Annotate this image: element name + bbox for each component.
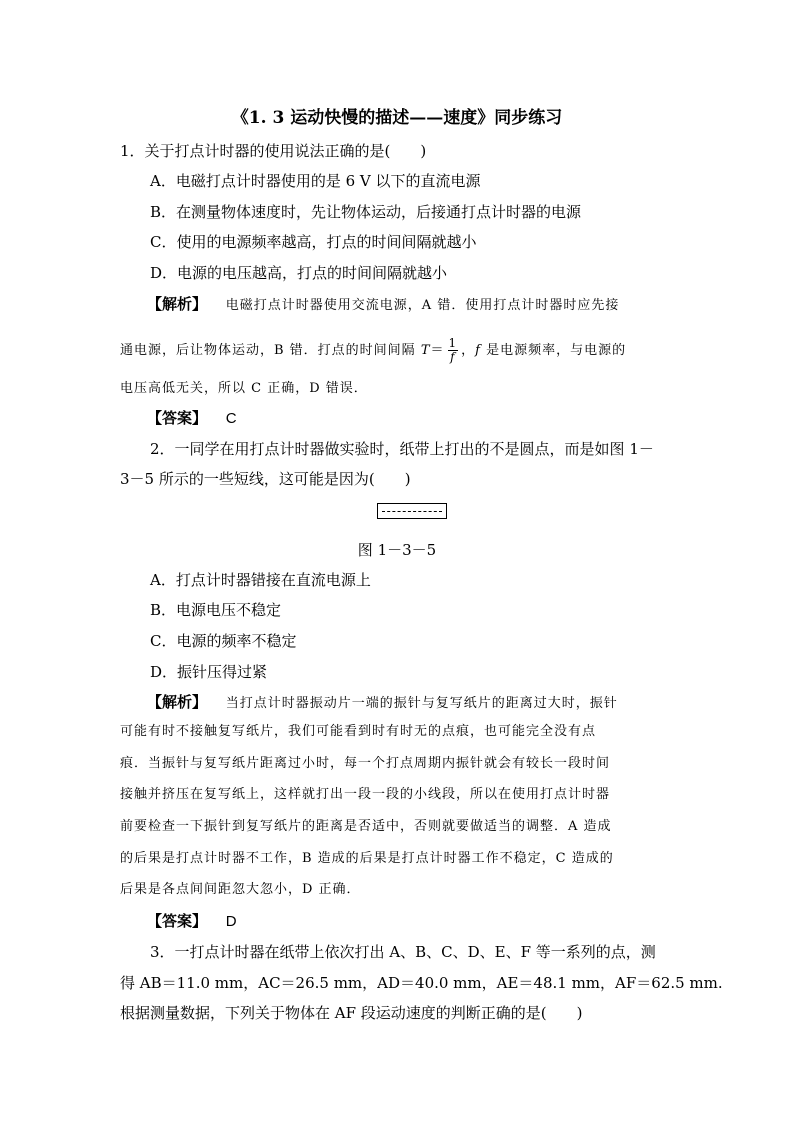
figure-caption: 图 1－3－5 <box>357 541 437 559</box>
q2-answer-value: D <box>225 913 237 930</box>
q1-analysis-comma: ， <box>461 343 476 358</box>
q2-analysis-line5: 前要检查一下振针到复写纸片的距离是否适中，否则就要做适当的调整．A 造成 <box>120 819 612 834</box>
page-title: 《1. 3 运动快慢的描述——速度》同步练习 <box>231 108 563 128</box>
q1-analysis-line2 <box>120 337 626 364</box>
q3-stem-line3: 根据测量数据，下列关于物体在 AF 段运动速度的判断正确的是( ) <box>120 1004 583 1022</box>
formula-denominator: f <box>450 350 456 364</box>
q2-analysis-line1: 当打点计时器振动片一端的振针与复写纸片的距离过大时，振针 <box>225 696 618 711</box>
q2-analysis-line3: 痕．当振针与复写纸片距离过小时，每一个打点周期内振针就会有较长一段时间 <box>120 756 611 771</box>
q1-analysis-f: f <box>475 343 481 358</box>
q2-option-a: A．打点计时器错接在直流电源上 <box>150 571 371 589</box>
q2-analysis-line4: 接触并挤压在复写纸上，这样就打出一段一段的小线段，所以在使用打点计时器 <box>120 787 611 802</box>
q2-stem-line2: 3－5 所示的一些短线，这可能是因为( ) <box>120 470 411 488</box>
q1-analysis-line3: 电压高低无关，所以 C 正确，D 错误． <box>120 381 368 396</box>
q2-answer <box>147 911 237 932</box>
q1-analysis-line1: 电磁打点计时器使用交流电源，A 错．使用打点计时器时应先接 <box>225 298 620 313</box>
q1-option-b: B．在测量物体速度时，先让物体运动，后接通打点计时器的电源 <box>150 203 582 221</box>
formula-eq: ＝ <box>430 343 445 358</box>
q1-option-a: A．电磁打点计时器使用的是 6 V 以下的直流电源 <box>150 172 481 190</box>
q2-analysis-label <box>147 692 618 714</box>
q2-stem-line1: 2．一同学在用打点计时器做实验时，纸带上打出的不是圆点，而是如图 1－ <box>150 440 654 458</box>
q1-analysis-label <box>147 294 619 316</box>
formula-lhs: T <box>420 343 431 358</box>
q1-analysis-text-a: 通电源，后让物体运动，B 错．打点的时间间隔 <box>120 343 421 358</box>
q1-option-c: C．使用的电源频率越高，打点的时间间隔就越小 <box>150 233 477 251</box>
q1-analysis-text-c: 是电源频率，与电源的 <box>480 343 627 358</box>
q2-option-c: C．电源的频率不稳定 <box>150 632 297 650</box>
formula-numerator: 1 <box>448 336 458 350</box>
answer-tag: 【答案】 <box>147 409 208 427</box>
q2-analysis-line6: 的后果是打点计时器不工作，B 造成的后果是打点计时器工作不稳定，C 造成的 <box>120 851 614 866</box>
q3-stem-line2: 得 AB＝11.0 mm，AC＝26.5 mm，AD＝40.0 mm，AE＝48.1 mm，AF＝62.5 mm. <box>120 974 723 992</box>
q1-answer-value: C <box>225 410 237 427</box>
paper-tape-figure <box>377 503 447 519</box>
tape-dash-marks <box>382 511 442 512</box>
q1-stem: 1．关于打点计时器的使用说法正确的是( ) <box>120 142 427 160</box>
answer-tag: 【答案】 <box>147 912 208 930</box>
q2-analysis-line7: 后果是各点间间距忽大忽小，D 正确． <box>120 882 361 897</box>
formula-fraction <box>448 337 459 364</box>
q2-option-d: D．振针压得过紧 <box>150 663 268 681</box>
q1-answer <box>147 408 237 429</box>
q2-option-b: B．电源电压不稳定 <box>150 601 282 619</box>
q3-stem-line1: 3．一打点计时器在纸带上依次打出 A、B、C、D、E、F 等一系列的点，测 <box>150 943 656 961</box>
q2-analysis-line2: 可能有时不接触复写纸片，我们可能看到时有时无的点痕，也可能完全没有点 <box>120 724 597 739</box>
analysis-tag: 【解析】 <box>147 693 208 711</box>
analysis-tag: 【解析】 <box>147 295 208 313</box>
q1-option-d: D．电源的电压越高，打点的时间间隔就越小 <box>150 264 448 282</box>
